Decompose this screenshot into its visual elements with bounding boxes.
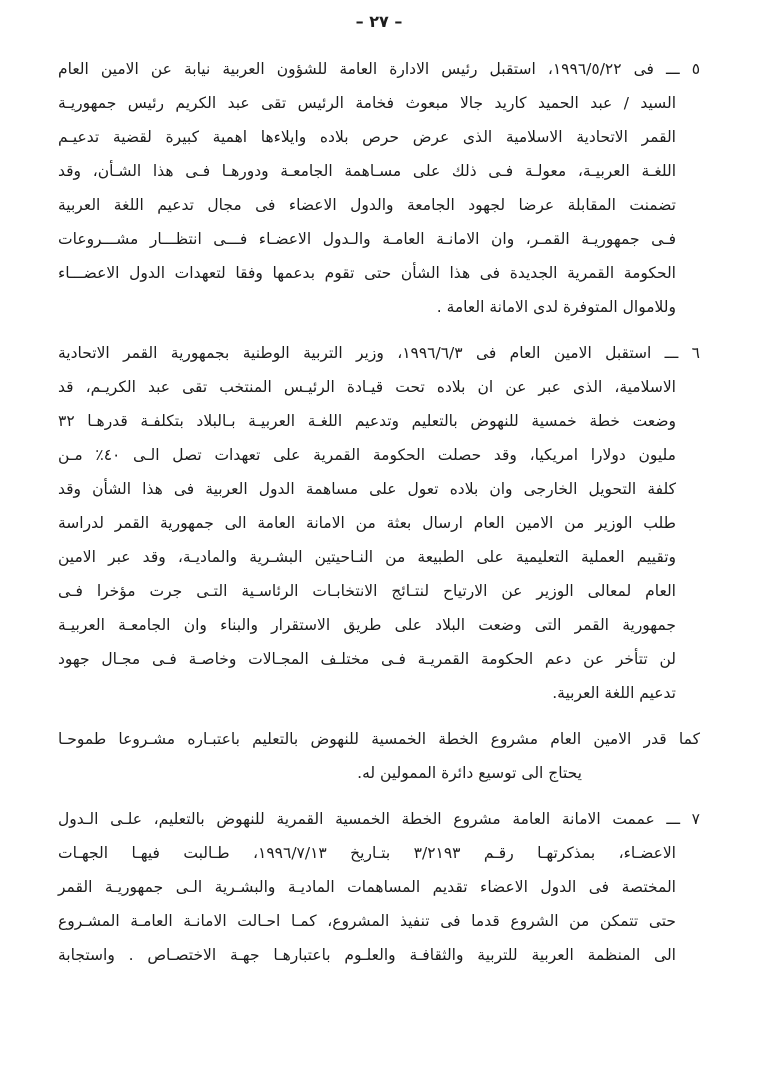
text-line: ٥ ـــ فى ١٩٩٦/٥/٢٢، استقبل رئيس الادارة العامة للشؤون العربية نيابة عن الامين العام: [58, 60, 701, 78]
document-body: [58, 52, 700, 984]
text-line: لن تتأخر عن دعم الحكومة القمريـة فـى مختلـف المجـالات وخاصـة فـى مجـال جهود: [58, 650, 676, 668]
paragraph-item-5: [58, 52, 700, 324]
paragraph-item-7: [58, 802, 700, 972]
text-line: القمر الاتحادية الاسلامية الذى عرض حرص بلاده وايلاءها اهمية كبيرة لقضية تدعيـم: [58, 128, 676, 146]
paragraph-item-6: [58, 336, 700, 710]
text-line: ٧ ـــ عممت الامانة العامة مشروع الخطة الخمسية القمرية للنهوض بالتعليم، علـى الـدول: [58, 810, 700, 828]
text-line: كلفة التحويل الخارجى وان بلاده تعول على مساهمة الدول العربية فى هذا الشأن وقد: [58, 480, 676, 498]
text-line: المختصة فى الدول الاعضاء تقديم المساهمات الماديـة والبشـرية الـى جمهوريـة القمر: [58, 878, 676, 896]
text-line: وضعت خطة خمسية للنهوض بالتعليم وتدعيم اللغـة العربيـة بـالبلاد بتكلفـة قدرهـا ٣٢: [58, 412, 676, 430]
text-line: العام لمعالى الوزير عن الارتياح لنتـائج الانتخابـات الرئاسـية التـى جرت مؤخرا فـى: [58, 582, 676, 600]
text-line: كما قدر الامين العام مشروع الخطة الخمسية للنهوض بالتعليم باعتبـاره مشـروعا طموحـا: [58, 730, 700, 748]
text-line: وللاموال المتوفرة لدى الامانة العامة .: [436, 298, 676, 316]
text-line: السيد / عبد الحميد كاريد جالا مبعوث فخامة الرئيس تقى عبد الكريم رئيس جمهوريـة: [58, 94, 676, 112]
text-line: مليون دولارا امريكيا، وقد حصلت الحكومة القمرية على تعهدات تصل الـى ٤٠٪ مـن: [58, 446, 676, 464]
text-line: تدعيم اللغة العربية.: [552, 684, 676, 702]
text-line: اللغـة العربيـة، معولـة فـى ذلك على مسـاهمة الجامعـة ودورهـا فـى هذا الشـأن، وقد: [58, 162, 676, 180]
text-line: حتى تتمكن من الشروع قدما فى تنفيذ المشروع، كمـا احـالت الامانـة العامـة المشـروع: [58, 912, 676, 930]
text-line: الاعضـاء، بمذكرتهـا رقـم ٣/٢١٩٣ بتـاريخ ١٩٩٦/٧/١٣، طـالبت فيهـا الجهـات: [58, 844, 676, 862]
text-line: وتقييم العملية التعليمية على الطبيعة من النـاحيتين البشـرية والماديـة، وقد عبر الامين: [58, 548, 676, 566]
text-line: جمهورية القمر التى وضعت البلاد على طريق الاستقرار والبناء وان الجامعـة العربيـة: [58, 616, 676, 634]
text-line: الاسلامية، الذى عبر عن ان بلاده تحت قيـادة الرئيـس المنتخب تقى عبد الكريـم، قد: [58, 378, 676, 396]
text-line: ٦ ـــ استقبل الامين العام فى ١٩٩٦/٦/٣، وزير التربية الوطنية بجمهورية القمر الاتحادية: [58, 344, 700, 362]
text-line: طلب الوزير من الامين العام ارسال بعثة من الامانة العامة الى جمهورية القمر لدراسة: [58, 514, 676, 532]
text-line: فـى جمهوريـة القمـر، وان الامانـة العامـة والـدول الاعضـاء فـــى انتظـــار مشـــروعات: [58, 230, 676, 248]
text-line: الى المنظمة العربية للتربية والثقافـة والعلـوم باعتبارهـا جهـة الاختصـاص . واستجابة: [58, 946, 676, 964]
text-line: تضمنت المقابلة عرضا لجهود الجامعة والدول الاعضاء فى مجال تدعيم اللغة العربية: [58, 196, 676, 214]
paragraph-note: [58, 722, 700, 790]
page-number: – ٢٧ –: [355, 12, 403, 31]
text-line: يحتاج الى توسيع دائرة الممولين له.: [357, 764, 582, 782]
text-line: الحكومة القمرية الجديدة فى هذا الشأن حتى تقوم بدعمها وفقا لتعهدات الدول الاعضـــاء: [58, 264, 676, 282]
